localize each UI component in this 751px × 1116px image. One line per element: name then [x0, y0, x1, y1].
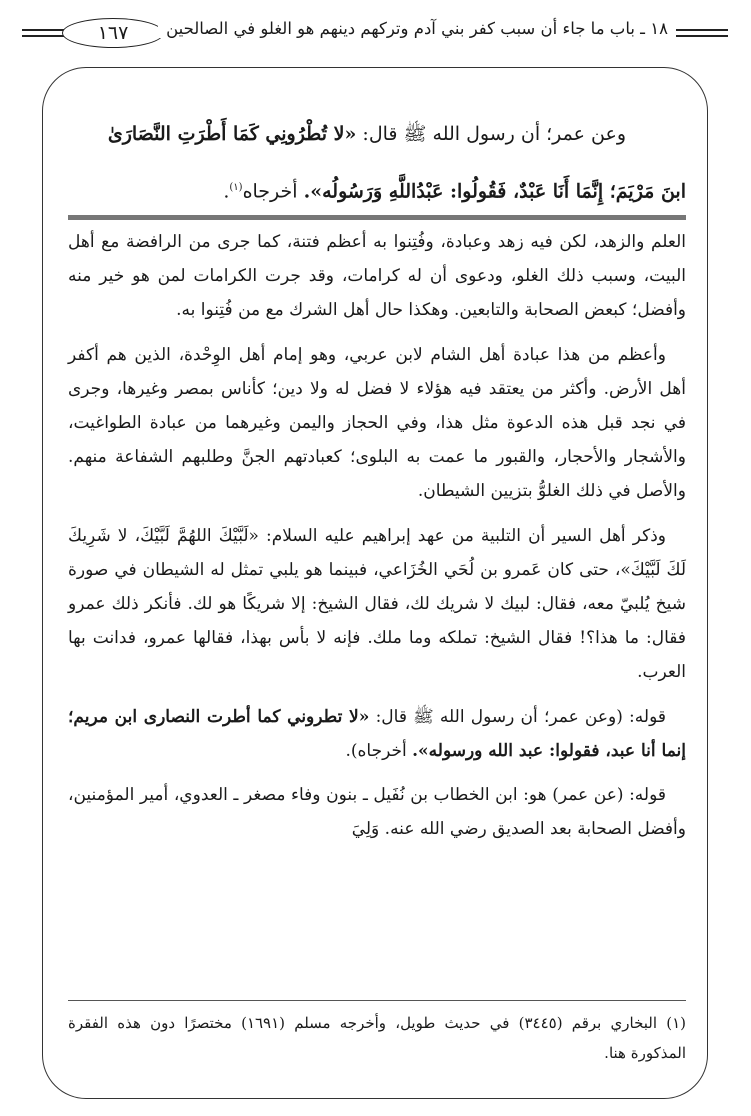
commentary-quote: «لا تطروني كما أطرت النصارى ابن مريم؛ إنما أنا عبد، فقولوا: عبد الله ورسوله».	[68, 706, 686, 761]
paragraph: وأعظم من هذا عبادة أهل الشام لابن عربي، وهو إمام أهل الوِحْدة، الذين هم أكفر أهل الأرض. وأكثر من يعتقد فيه هؤلاء لا فضل له ولا دين؛ كأناس بمصر وغيرها، وجرى في نجد قبل هذه الدعوة مثل هذا، وفي الحجاز واليمن وغيرهما من عبادة الطواغيت، والأشجار والأحجار، والقبور ما عمت به البلوى؛ كعبادتهم الجنَّ وطلبهم الشفاعة منهم. والأصل في ذلك الغلوُّ بتزيين الشيطان.	[68, 344, 686, 502]
footnote-separator	[68, 1000, 686, 1001]
hadith-quote-2: ابنَ مَرْيَمَ؛ إِنَّمَا أَنَا عَبْدٌ، فَقُولُوا: عَبْدُاللَّهِ وَرَسُولُه».	[303, 180, 686, 203]
commentary-body	[68, 225, 686, 856]
paragraph	[68, 700, 686, 768]
paragraph: العلم والزهد، لكن فيه زهد وعبادة، وفُتِنوا به أعظم فتنة، كما جرى من الرافضة مع أهل البيت، وسبب ذلك الغلو، ودعوى أن له كرامات، وقد جرت الكرامات لمن هو خير منه وأفضل؛ كبعض الصحابة والتابعين. وهكذا حال أهل الشرك مع من فُتِنوا به.	[68, 232, 686, 321]
paragraph: وذكر أهل السير أن التلبية من عهد إبراهيم عليه السلام: «لَبَّيْكَ اللهُمَّ لَبَّيْكَ، لا شَرِيكَ لَكَ لَبَّيْكَ»، حتى كان عَمرو بن لُحَي الخُزَاعي، فبينما هو يلبي تمثل له الشيطان في صورة شيخ يُلبيّ معه، فقال: لبيك لا شريك لك، فقال الشيخ: إلا شريكًا هو لك. فأنكر ذلك عمرو فقال: ما هذا؟! فقال الشيخ: تملكه وما ملك. فإنه لا بأس بهذا، فقالها عمرو، فدانت بها العرب.	[68, 525, 687, 683]
page-header	[22, 14, 728, 54]
section-separator	[68, 215, 686, 220]
hadith-text	[66, 108, 686, 218]
commentary-lead: قوله: (وعن عمر؛ أن رسول الله ﷺ قال:	[369, 706, 666, 727]
paragraph: قوله: (عن عمر) هو: ابن الخطاب بن نُفَيل ـ بنون وفاء مصغر ـ العدوي، أمير المؤمنين، وأفضل الصحابة بعد الصديق رضي الله عنه. وَلِيَ	[68, 785, 686, 840]
footnote-ref: (١)	[229, 182, 243, 193]
page-number: ١٦٧	[62, 18, 164, 48]
commentary-tail: أخرجاه).	[345, 740, 413, 761]
hadith-source: أخرجاه	[242, 180, 304, 203]
hadith-intro: وعن عمر؛ أن رسول الله ﷺ قال:	[356, 123, 626, 145]
footnote: (١) البخاري برقم (٣٤٤٥) في حديث طويل، وأخرجه مسلم (١٦٩١) مختصرًا دون هذه الفقرة المذكورة هنا.	[68, 1014, 686, 1062]
hadith-line-1	[66, 108, 686, 161]
chapter-title: ١٨ ـ باب ما جاء أن سبب كفر بني آدم وتركهم دينهم هو الغلو في الصالحين	[158, 19, 676, 38]
hadith-end: .	[223, 180, 230, 203]
hadith-line-2	[66, 161, 686, 218]
hadith-quote-1: «لا تُطْرُونِي كَمَا أَطْرَتِ النَّصَارَىٰ	[107, 123, 357, 145]
